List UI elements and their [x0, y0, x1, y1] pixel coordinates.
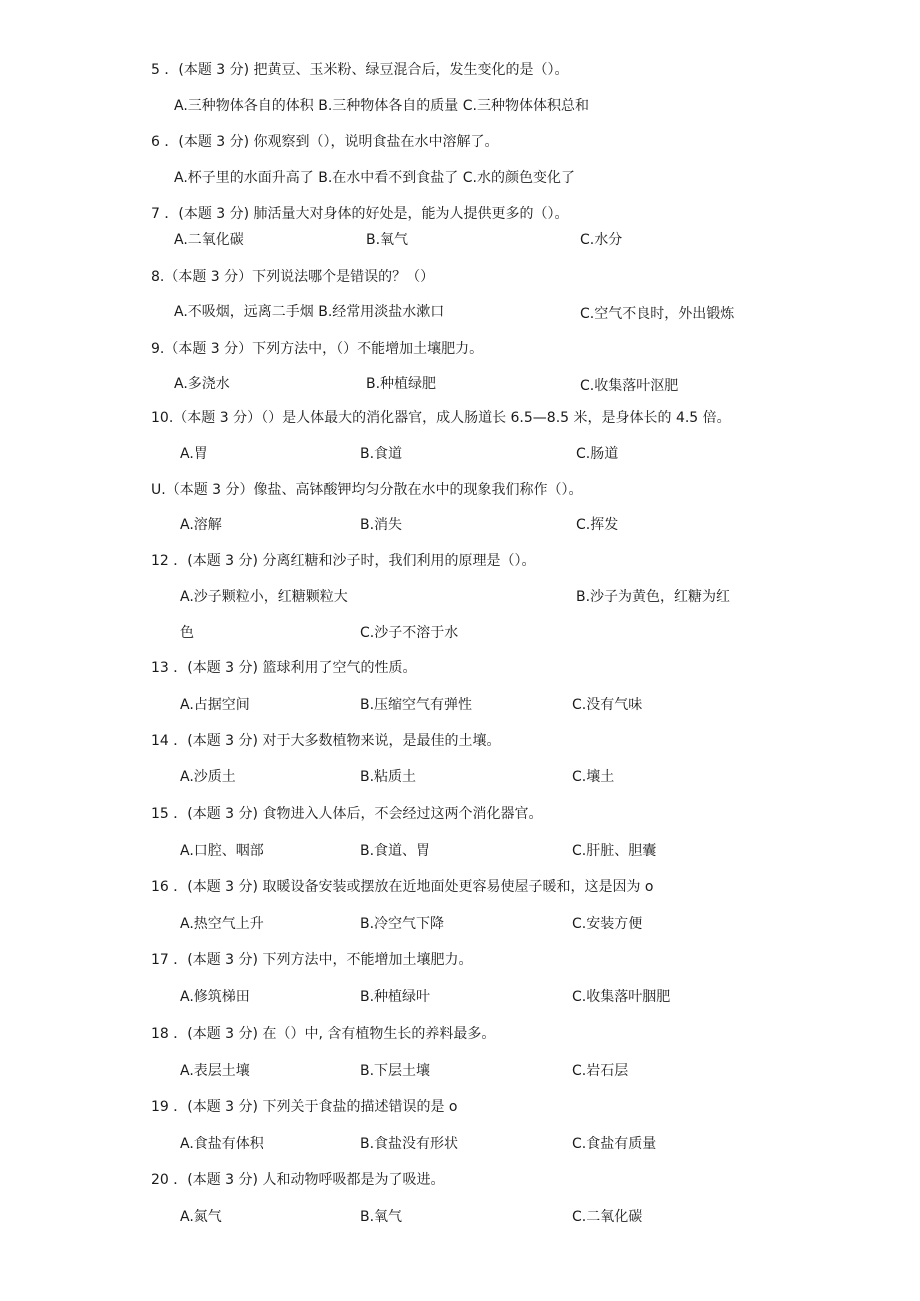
question-9-option-a: A.多浇水: [174, 376, 230, 392]
question-20-option-a: A.氮气: [180, 1209, 222, 1225]
question-9-option-b: B.种植绿肥: [366, 376, 437, 392]
question-20-option-c: C.二氧化碳: [572, 1209, 643, 1225]
question-9-option-c: C.收集落叶沤肥: [580, 378, 679, 394]
question-13-stem: 13 ．(本题 3 分) 篮球利用了空气的性质。: [151, 660, 417, 676]
question-14-option-a: A.沙质土: [180, 769, 236, 785]
question-10-option-c: C.肠道: [576, 446, 619, 462]
question-7-stem: 7 ．(本题 3 分) 肺活量大对身体的好处是，能为人提供更多的（）。: [151, 206, 569, 222]
question-16-option-a: A.热空气上升: [180, 916, 264, 932]
question-16-stem: 16 ．(本题 3 分) 取暖设备安装或摆放在近地面处更容易使屋子暖和，这是因为 o: [151, 879, 654, 895]
question-18-option-b: B.下层土壤: [360, 1063, 431, 1079]
question-11-option-b: B.消失: [360, 517, 403, 533]
question-8-option-c: C.空气不良时，外出锻炼: [580, 306, 735, 322]
question-7-option-c: C.水分: [580, 232, 623, 248]
question-16-option-c: C.安装方便: [572, 916, 643, 932]
question-13-option-a: A.占据空间: [180, 697, 250, 713]
question-19-option-c: C.食盐有质量: [572, 1136, 657, 1152]
question-19-option-a: A.食盐有体积: [180, 1136, 264, 1152]
question-8-option-ab: A.不吸烟，远离二手烟 B.经常用淡盐水漱口: [174, 304, 445, 320]
question-17-stem: 17 ．(本题 3 分) 下列方法中，不能增加土壤肥力。: [151, 952, 473, 968]
question-11-stem: U.（本题 3 分）像盐、高钵酸钾均匀分散在水中的现象我们称作（）。: [151, 482, 583, 498]
question-11-option-c: C.挥发: [576, 517, 619, 533]
question-13-option-b: B.压缩空气有弹性: [360, 697, 473, 713]
question-17-option-c: C.收集落叶胭肥: [572, 989, 671, 1005]
question-16-option-b: B.冷空气下降: [360, 916, 445, 932]
question-6-stem: 6 ．(本题 3 分) 你观察到（），说明食盐在水中溶解了。: [151, 134, 499, 150]
question-10-option-b: B.食道: [360, 446, 403, 462]
question-5-stem: 5 ．(本题 3 分) 把黄豆、玉米粉、绿豆混合后，发生变化的是（）。: [151, 62, 569, 78]
question-5-options: A.三种物体各自的体积 B.三种物体各自的质量 C.三种物体体积总和: [174, 98, 589, 114]
question-13-option-c: C.没有气味: [572, 697, 643, 713]
question-12-option-c: C.沙子不溶于水: [360, 625, 459, 641]
question-19-stem: 19 ．(本题 3 分) 下列关于食盐的描述错误的是 o: [151, 1099, 458, 1115]
question-7-option-a: A.二氧化碳: [174, 232, 244, 248]
question-17-option-a: A.修筑梯田: [180, 989, 250, 1005]
question-18-stem: 18 ．(本题 3 分) 在（）中, 含有植物生长的养料最多。: [151, 1026, 496, 1042]
question-7-option-b: B.氧气: [366, 232, 409, 248]
question-10-stem: 10.（本题 3 分）（）是人体最大的消化器官，成人肠道长 6.5—8.5 米，是身体长的 4.5 倍。: [151, 410, 731, 426]
question-15-option-b: B.食道、胃: [360, 843, 431, 859]
question-12-option-b: B.沙子为黄色，红糖为红: [576, 589, 731, 605]
question-18-option-c: C.岩石层: [572, 1063, 629, 1079]
question-14-stem: 14 ．(本题 3 分) 对于大多数植物来说，是最佳的土壤。: [151, 733, 501, 749]
question-12-option-b-continued: 色: [180, 625, 194, 641]
question-20-option-b: B.氧气: [360, 1209, 403, 1225]
question-8-stem: 8.（本题 3 分）下列说法哪个是错误的？（）: [151, 269, 435, 285]
question-9-stem: 9.（本题 3 分）下列方法中，（）不能增加土壤肥力。: [151, 341, 484, 357]
question-15-stem: 15 ．(本题 3 分) 食物进入人体后，不会经过这两个消化器官。: [151, 806, 543, 822]
question-18-option-a: A.表层土壤: [180, 1063, 250, 1079]
question-14-option-c: C.壤土: [572, 769, 615, 785]
question-12-option-a: A.沙子颗粒小，红糖颗粒大: [180, 589, 348, 605]
question-14-option-b: B.粘质土: [360, 769, 417, 785]
question-15-option-c: C.肝脏、胆囊: [572, 843, 657, 859]
question-6-options: A.杯子里的水面升高了 B.在水中看不到食盐了 C.水的颜色变化了: [174, 170, 575, 186]
question-20-stem: 20 ．(本题 3 分) 人和动物呼吸都是为了吸进。: [151, 1172, 445, 1188]
question-19-option-b: B.食盐没有形状: [360, 1136, 459, 1152]
question-15-option-a: A.口腔、咽部: [180, 843, 264, 859]
question-11-option-a: A.溶解: [180, 517, 222, 533]
question-17-option-b: B.种植绿叶: [360, 989, 431, 1005]
question-12-stem: 12 ．(本题 3 分) 分离红糖和沙子时，我们利用的原理是（）。: [151, 553, 536, 569]
question-10-option-a: A.胃: [180, 446, 208, 462]
